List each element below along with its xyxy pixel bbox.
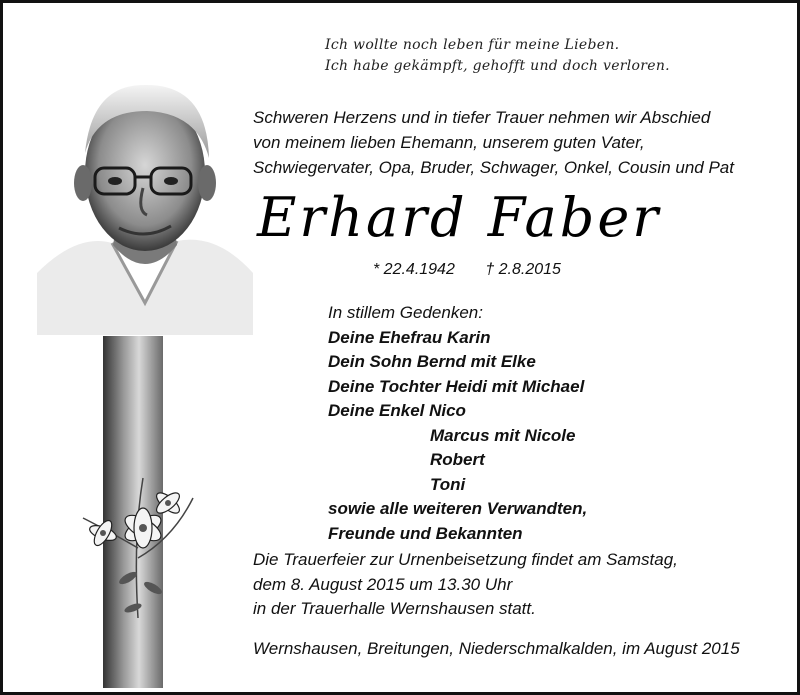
grandchild-line: Robert (430, 450, 485, 469)
deceased-name: Erhard Faber (257, 186, 662, 249)
birth-date: * 22.4.1942 (373, 261, 455, 278)
service-line-3: in der Trauerhalle Wernshausen statt. (253, 599, 536, 618)
mourner-line: Deine Ehefrau Karin (328, 327, 491, 347)
death-date: † 2.8.2015 (485, 261, 561, 278)
service-line-1: Die Trauerfeier zur Urnenbeisetzung findet am Samstag, (253, 550, 678, 569)
intro-line-3: Schwiegervater, Opa, Bruder, Schwager, Onkel, Cousin und Pat (253, 158, 734, 177)
mourners-closing-1: sowie alle weiteren Verwandten, (328, 499, 588, 518)
flower-decoration (73, 458, 203, 623)
mourners-closing-2: Freunde und Bekannten (328, 523, 523, 543)
mourners-heading: In stillem Gedenken: (328, 303, 483, 322)
service-info (253, 548, 678, 622)
motto-line-2: Ich habe gekämpft, gehofft und doch verloren. (325, 58, 670, 74)
mourners-list (328, 301, 587, 546)
grandchild-line: Marcus mit Nicole (430, 425, 576, 445)
service-line-2: dem 8. August 2015 um 13.30 Uhr (253, 574, 513, 594)
place-and-date: Wernshausen, Breitungen, Niederschmalkalden, im August 2015 (253, 639, 740, 658)
intro-line-2: von meinem lieben Ehemann, unserem guten Vater, (253, 133, 645, 152)
life-dates (373, 261, 561, 279)
grandchild-line: Toni (430, 474, 466, 494)
mourner-line: Deine Enkel Nico (328, 401, 466, 420)
intro-paragraph (253, 105, 734, 180)
motto-quote (325, 35, 670, 77)
portrait-photo (37, 73, 253, 335)
motto-line-1: Ich wollte noch leben für meine Lieben. (325, 37, 620, 53)
mourner-line: Deine Tochter Heidi mit Michael (328, 376, 585, 396)
intro-line-1: Schweren Herzens und in tiefer Trauer nehmen wir Abschied (253, 108, 711, 127)
mourner-line: Dein Sohn Bernd mit Elke (328, 352, 536, 371)
